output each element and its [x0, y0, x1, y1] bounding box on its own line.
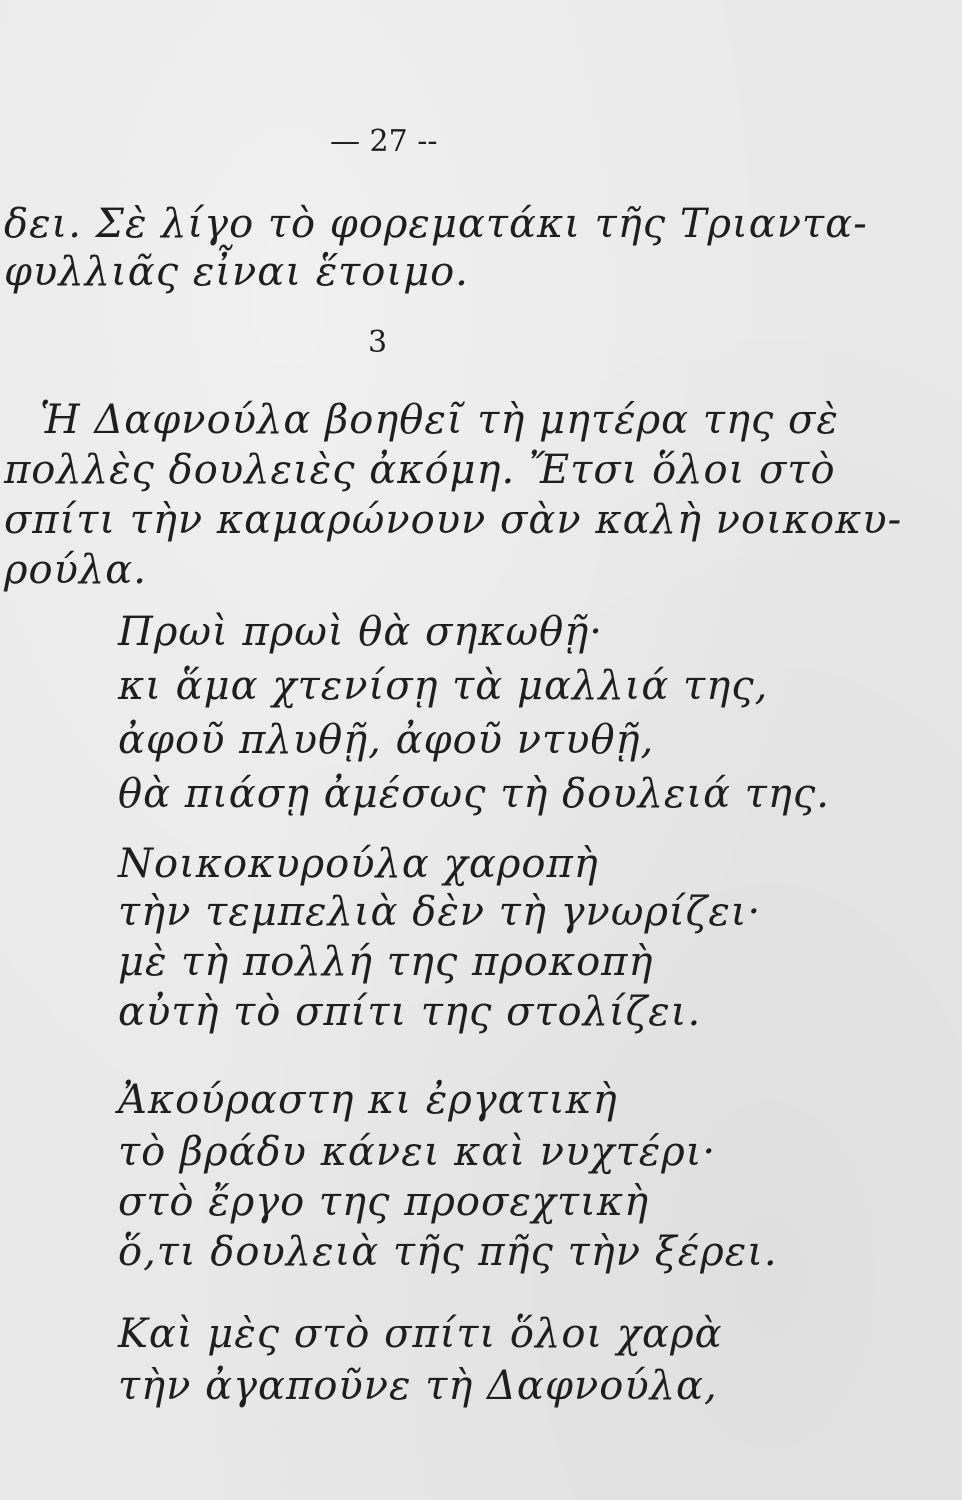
- paragraph-line: σπίτι τὴν καμαρώνουν σὰν καλὴ νοικοκυ-: [4, 497, 903, 543]
- verse-line: ὅ,τι δουλειὰ τῆς πῆς τὴν ξέρει.: [118, 1229, 778, 1275]
- verse-line: τὴν ἀγαποῦνε τὴ Δαφνούλα,: [118, 1363, 718, 1409]
- verse-line: Νοικοκυρούλα χαροπὴ: [118, 841, 599, 887]
- section-number: 3: [368, 325, 388, 360]
- verse-line: τὴν τεμπελιὰ δὲν τὴ γνωρίζει·: [118, 889, 762, 935]
- verse-line: τὸ βράδυ κάνει καὶ νυχτέρι·: [118, 1129, 717, 1175]
- verse-line: Καὶ μὲς στὸ σπίτι ὅλοι χαρὰ: [118, 1311, 723, 1357]
- verse-line: Ἀκούραστη κι ἐργατικὴ: [118, 1077, 618, 1123]
- paragraph-line: Ἡ Δαφνούλα βοηθεῖ τὴ μητέρα της σὲ: [40, 397, 839, 443]
- paragraph-line: πολλὲς δουλειὲς ἀκόμη. Ἔτσι ὅλοι στὸ: [4, 447, 836, 493]
- page-number: — 27 --: [330, 124, 438, 159]
- paragraph-line: ρούλα.: [4, 547, 147, 593]
- prose-line: δει. Σὲ λίγο τὸ φορεματάκι τῆς Τριαντα-: [4, 201, 868, 247]
- verse-line: Πρωὶ πρωὶ θὰ σηκωθῇ·: [118, 609, 603, 655]
- prose-line: φυλλιᾶς εἶναι ἕτοιμο.: [4, 249, 469, 295]
- verse-line: κι ἅμα χτενίσῃ τὰ μαλλιά της,: [118, 663, 769, 709]
- verse-line: ἀφοῦ πλυθῇ, ἀφοῦ ντυθῇ,: [118, 717, 655, 763]
- verse-line: θὰ πιάσῃ ἀμέσως τὴ δουλειά της.: [118, 771, 831, 817]
- verse-line: αὐτὴ τὸ σπίτι της στολίζει.: [118, 989, 702, 1035]
- verse-line: μὲ τὴ πολλή της προκοπὴ: [118, 939, 654, 985]
- verse-line: στὸ ἔργο της προσεχτικὴ: [118, 1179, 650, 1225]
